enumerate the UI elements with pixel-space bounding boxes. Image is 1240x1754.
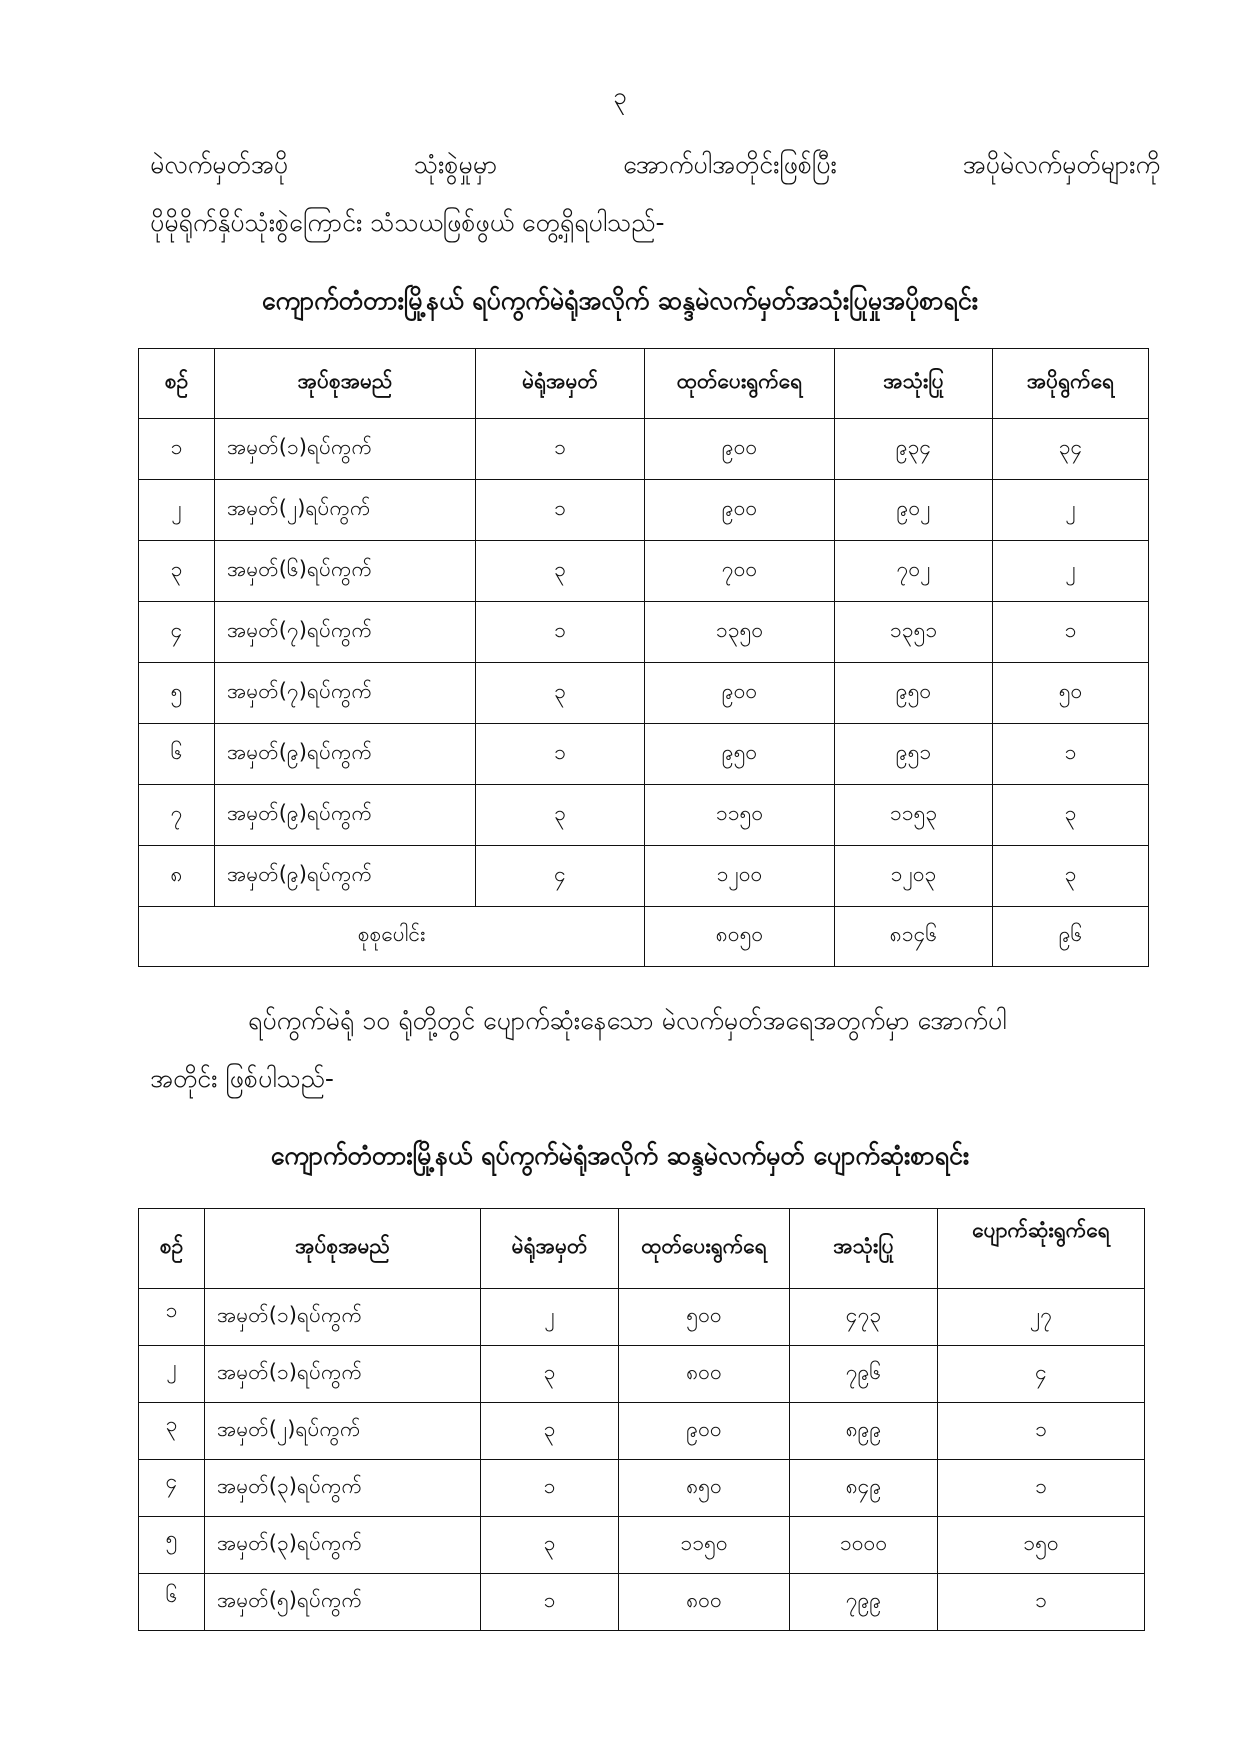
- table-row: [139, 1289, 1145, 1346]
- cell-group-name: အမှတ်(၉)ရပ်ကွက်: [215, 846, 476, 907]
- cell-group-name: အမှတ်(၂)ရပ်ကွက်: [215, 480, 476, 541]
- cell-issued: ၁၁၅၀: [619, 1517, 790, 1574]
- middle-line-2: အတိုင်း ဖြစ်ပါသည်-: [150, 1064, 334, 1093]
- cell-station-no: ၂: [481, 1289, 619, 1346]
- cell-group-name: အမှတ်(၂)ရပ်ကွက်: [205, 1403, 481, 1460]
- table-row: [139, 419, 1149, 480]
- cell-issued: ၁၂၀၀: [645, 846, 835, 907]
- table-row: [139, 1460, 1145, 1517]
- cell-issued: ၁၁၅၀: [645, 785, 835, 846]
- cell-missing: ၁: [938, 1403, 1145, 1460]
- missing-ballot-table: [138, 1208, 1145, 1631]
- cell-used: ၇၀၂: [835, 541, 993, 602]
- cell-group-name: အမှတ်(၁)ရပ်ကွက်: [205, 1289, 481, 1346]
- header-serial: စဉ်: [139, 349, 215, 419]
- table-row: [139, 724, 1149, 785]
- intro-line-1: [150, 136, 1160, 194]
- cell-surplus: ၁: [993, 724, 1149, 785]
- surplus-ballot-table: [138, 348, 1149, 967]
- cell-serial: ၈: [139, 846, 215, 907]
- cell-used: ၉၃၄: [835, 419, 993, 480]
- header-station-no: မဲရုံအမှတ်: [481, 1209, 619, 1289]
- cell-station-no: ၁: [476, 480, 645, 541]
- cell-serial: ၅: [139, 663, 215, 724]
- cell-station-no: ၁: [476, 602, 645, 663]
- intro-word: အပိုမဲလက်မှတ်များကို: [962, 150, 1160, 179]
- cell-surplus: ၃: [993, 846, 1149, 907]
- cell-station-no: ၁: [476, 419, 645, 480]
- table-row: [139, 541, 1149, 602]
- cell-used: ၉၅၀: [835, 663, 993, 724]
- cell-station-no: ၃: [481, 1517, 619, 1574]
- cell-missing: ၁: [938, 1460, 1145, 1517]
- cell-group-name: အမှတ်(၉)ရပ်ကွက်: [215, 724, 476, 785]
- header-used: အသုံးပြု: [835, 349, 993, 419]
- cell-serial: ၆: [139, 1574, 205, 1631]
- cell-used: ၁၀၀၀: [790, 1517, 938, 1574]
- cell-missing: ၂၇: [938, 1289, 1145, 1346]
- header-issued: ထုတ်ပေးရွက်ရေ: [619, 1209, 790, 1289]
- cell-group-name: အမှတ်(၆)ရပ်ကွက်: [215, 541, 476, 602]
- cell-surplus: ၅၀: [993, 663, 1149, 724]
- cell-group-name: အမှတ်(၁)ရပ်ကွက်: [215, 419, 476, 480]
- cell-issued: ၉၅၀: [645, 724, 835, 785]
- cell-issued: ၉၀၀: [645, 419, 835, 480]
- total-issued: ၈၀၅၀: [645, 907, 835, 967]
- cell-used: ၈၄၉: [790, 1460, 938, 1517]
- header-group-name: အုပ်စုအမည်: [205, 1209, 481, 1289]
- cell-serial: ၇: [139, 785, 215, 846]
- cell-issued: ၁၃၅၀: [645, 602, 835, 663]
- header-issued: ထုတ်ပေးရွက်ရေ: [645, 349, 835, 419]
- cell-group-name: အမှတ်(၃)ရပ်ကွက်: [205, 1517, 481, 1574]
- cell-used: ၁၃၅၁: [835, 602, 993, 663]
- cell-surplus: ၁: [993, 602, 1149, 663]
- cell-issued: ၉၀၀: [619, 1403, 790, 1460]
- cell-issued: ၅၀၀: [619, 1289, 790, 1346]
- table-header-row: [139, 1209, 1145, 1289]
- cell-group-name: အမှတ်(၃)ရပ်ကွက်: [205, 1460, 481, 1517]
- table-header-row: [139, 349, 1149, 419]
- cell-station-no: ၄: [476, 846, 645, 907]
- cell-used: ၉၀၂: [835, 480, 993, 541]
- page-number: ၃: [613, 82, 627, 110]
- table-row: [139, 663, 1149, 724]
- cell-issued: ၉၀၀: [645, 480, 835, 541]
- intro-paragraph: [150, 136, 1160, 252]
- cell-group-name: အမှတ်(၉)ရပ်ကွက်: [215, 785, 476, 846]
- cell-surplus: ၂: [993, 480, 1149, 541]
- table-row: [139, 846, 1149, 907]
- header-used: အသုံးပြု: [790, 1209, 938, 1289]
- table2-title: ကျောက်တံတားမြို့နယ် ရပ်ကွက်မဲရုံအလိုက် ဆန္ဒမဲလက်မှတ် ပျောက်ဆုံးစာရင်း: [270, 1141, 970, 1170]
- cell-used: ၁၂၀၃: [835, 846, 993, 907]
- middle-paragraph: [150, 992, 1160, 1108]
- cell-surplus: ၂: [993, 541, 1149, 602]
- cell-issued: ၈၀၀: [619, 1574, 790, 1631]
- cell-issued: ၈၅၀: [619, 1460, 790, 1517]
- cell-surplus: ၃: [993, 785, 1149, 846]
- cell-missing: ၄: [938, 1346, 1145, 1403]
- cell-group-name: အမှတ်(၇)ရပ်ကွက်: [215, 602, 476, 663]
- header-surplus: အပိုရွက်ရေ: [993, 349, 1149, 419]
- cell-missing: ၁၅၀: [938, 1517, 1145, 1574]
- intro-word: မဲလက်မှတ်အပို: [150, 150, 289, 179]
- cell-used: ၇၉၆: [790, 1346, 938, 1403]
- cell-used: ၉၅၁: [835, 724, 993, 785]
- cell-used: ၇၉၉: [790, 1574, 938, 1631]
- table1-title: ကျောက်တံတားမြို့နယ် ရပ်ကွက်မဲရုံအလိုက် ဆန္ဒမဲလက်မှတ်အသုံးပြုမှုအပိုစာရင်း: [261, 286, 979, 315]
- table-row: [139, 1346, 1145, 1403]
- table-row: [139, 1403, 1145, 1460]
- cell-station-no: ၃: [476, 541, 645, 602]
- table-row: [139, 1574, 1145, 1631]
- cell-station-no: ၁: [481, 1574, 619, 1631]
- cell-serial: ၁: [139, 1289, 205, 1346]
- table-row: [139, 1517, 1145, 1574]
- header-group-name: အုပ်စုအမည်: [215, 349, 476, 419]
- cell-station-no: ၃: [481, 1346, 619, 1403]
- table-total-row: [139, 907, 1149, 967]
- cell-missing: ၁: [938, 1574, 1145, 1631]
- cell-station-no: ၃: [476, 785, 645, 846]
- cell-serial: ၂: [139, 480, 215, 541]
- cell-serial: ၃: [139, 1403, 205, 1460]
- cell-station-no: ၃: [481, 1403, 619, 1460]
- cell-issued: ၉၀၀: [645, 663, 835, 724]
- cell-station-no: ၃: [476, 663, 645, 724]
- header-missing: ပျောက်ဆုံးရွက်ရေ: [938, 1209, 1145, 1289]
- cell-serial: ၄: [139, 1460, 205, 1517]
- header-station-no: မဲရုံအမှတ်: [476, 349, 645, 419]
- total-surplus: ၉၆: [993, 907, 1149, 967]
- table-row: [139, 785, 1149, 846]
- total-label: စုစုပေါင်း: [139, 907, 645, 967]
- cell-issued: ၇၀၀: [645, 541, 835, 602]
- cell-group-name: အမှတ်(၅)ရပ်ကွက်: [205, 1574, 481, 1631]
- cell-station-no: ၁: [476, 724, 645, 785]
- cell-used: ၁၁၅၃: [835, 785, 993, 846]
- total-used: ၈၁၄၆: [835, 907, 993, 967]
- cell-serial: ၆: [139, 724, 215, 785]
- cell-used: ၄၇၃: [790, 1289, 938, 1346]
- middle-line-1: ရပ်ကွက်မဲရုံ ၁၀ ရုံတို့တွင် ပျောက်ဆုံးနေသော မဲလက်မှတ်အရေအတွက်မှာ အောက်ပါ: [248, 1006, 1007, 1035]
- table-row: [139, 602, 1149, 663]
- cell-surplus: ၃၄: [993, 419, 1149, 480]
- intro-line-2: ပိုမိုရိုက်နှိပ်သုံးစွဲကြောင်း သံသယဖြစ်ဖွယ် တွေ့ရှိရပါသည်-: [150, 208, 665, 237]
- intro-word: သုံးစွဲမှုမှာ: [413, 150, 498, 179]
- cell-serial: ၂: [139, 1346, 205, 1403]
- header-serial: စဉ်: [139, 1209, 205, 1289]
- cell-serial: ၃: [139, 541, 215, 602]
- cell-station-no: ၁: [481, 1460, 619, 1517]
- intro-word: အောက်ပါအတိုင်းဖြစ်ပြီး: [623, 150, 837, 179]
- cell-serial: ၁: [139, 419, 215, 480]
- table-row: [139, 480, 1149, 541]
- cell-issued: ၈၀၀: [619, 1346, 790, 1403]
- cell-group-name: အမှတ်(၇)ရပ်ကွက်: [215, 663, 476, 724]
- cell-used: ၈၉၉: [790, 1403, 938, 1460]
- cell-serial: ၄: [139, 602, 215, 663]
- cell-group-name: အမှတ်(၁)ရပ်ကွက်: [205, 1346, 481, 1403]
- cell-serial: ၅: [139, 1517, 205, 1574]
